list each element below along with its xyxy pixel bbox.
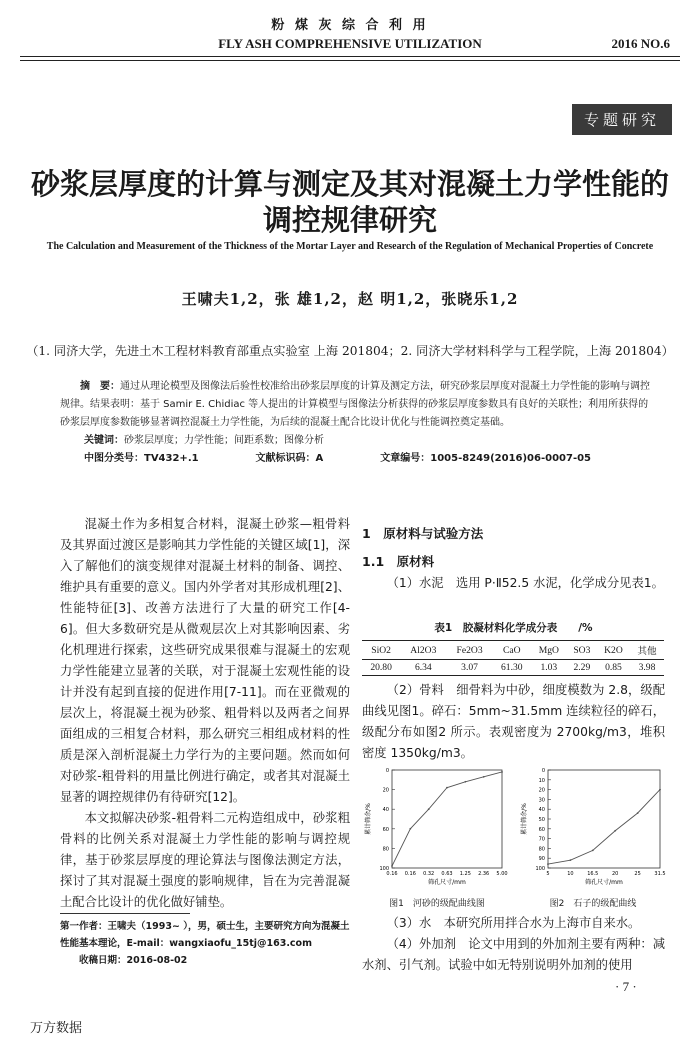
series-line (548, 790, 660, 864)
x-tick-label: 0.16 (386, 871, 398, 877)
x-tick-label: 0.63 (441, 871, 453, 877)
water-paragraph: （3）水 本研究所用拌合水为上海市自来水。 (386, 916, 641, 930)
subsection-heading: 1.1 原材料 (362, 554, 435, 569)
data-point (501, 771, 503, 773)
data-point (659, 789, 661, 791)
authors: 王啸夫1,2，张 雄1,2，赵 明1,2，张晓乐1,2 (181, 290, 519, 308)
journal-issue: 2016 NO.6 (611, 36, 670, 51)
intro-paragraph-1: 混凝土作为多相复合材料，混凝土砂浆—粗骨料及其界面过渡区是影响其力学性能的关键区域[1]，深入了解他们的演变规律对混凝土材料的制备、调控、维护具有重要的意义。国内外学者对其形成机理[2]、性能特征[3]、改善方法进行了大量的研究工作[4-6]。但大多数研究是从微观层次上对其影响因素、劣化机理进行探索，这些研究成果很难与混凝土的宏观力学性能建立显著的关联，对于混凝土宏观性能的设计并没有起到直接的促进作用[7-11]。而在亚微观的层次上，将混凝土视为砂浆、粗骨料以及两者之间界面组成的三相复合材料，那么研究三相组成材料的性质是深入剖析混凝土力学行为的主要问题。然而如何对砂浆-粗骨料的用量比例进行确定，或者其对混凝土显著的调控规律仍有待研究[12]。 (60, 517, 350, 804)
x-tick-label: 0.32 (423, 871, 435, 877)
x-tick-label: 0.16 (404, 871, 416, 877)
header-rule-top (20, 56, 680, 57)
y-tick-label: 100 (379, 866, 389, 872)
y-axis-label: 累计筛余/% (521, 803, 528, 835)
table-header-cell: Al2O3 (400, 641, 446, 660)
y-tick-label: 0 (385, 768, 389, 774)
x-tick-label: 31.5 (654, 871, 666, 877)
abstract (60, 378, 650, 432)
table-value-cell: 1.03 (531, 660, 567, 676)
table-value-cell: 6.34 (400, 660, 446, 676)
y-tick-label: 60 (382, 826, 389, 833)
journal-name-en: FLY ASH COMPREHENSIVE UTILIZATION (218, 36, 482, 51)
x-tick-label: 25 (634, 871, 641, 877)
footnote-author: 第一作者：王啸夫（1993~ ），男，硕士生，主要研究方向为混凝土性能基本理论，E-mail：wangxiaofu_15tj@163.com (60, 921, 350, 949)
keywords (84, 432, 650, 450)
article-value: 1005-8249(2016)06-0007-05 (430, 453, 592, 464)
data-point (614, 830, 616, 832)
admixture-paragraph: （4）外加剂 论文中用到的外加剂主要有两种：减水剂、引气剂。试验中如无特别说明外加剂的使用 (362, 937, 665, 972)
keywords-label: 关键词： (84, 435, 124, 446)
table-header-cell: CaO (493, 641, 531, 660)
intro-column (60, 514, 350, 913)
water-text (362, 913, 665, 934)
data-point (391, 865, 393, 867)
figure-1-chart (362, 764, 510, 890)
x-tick-label: 16.5 (587, 871, 599, 877)
data-point (547, 863, 549, 865)
plot-frame (548, 770, 660, 868)
y-tick-label: 90 (538, 856, 545, 863)
x-tick-label: 5 (546, 871, 550, 877)
column-badge: 专题研究 (572, 104, 672, 135)
aggregate-text (362, 680, 665, 764)
figure-2-caption: 图2 石子的级配曲线 (549, 899, 637, 909)
table-value-cell: 3.07 (446, 660, 492, 676)
footnote-rule (60, 913, 190, 914)
section-heading: 1 原材料与试验方法 (362, 526, 484, 541)
table-value-cell: 2.29 (567, 660, 597, 676)
plot-frame (392, 770, 502, 868)
y-tick-label: 20 (382, 787, 389, 794)
affiliation: （1. 同济大学，先进土木工程材料教育部重点实验室 上海 201804；2. 同济大学材料科学与工程学院，上海 201804） (26, 344, 674, 358)
abstract-text: 通过从理论模型及图像法后验性校准给出砂浆层厚度的计算及测定方法，研究砂浆层厚度对混凝土力学性能的影响与调控规律。结果表明：基于 Samir E. Chidiac 等人提出的计算模型与图像法分析获得的砂浆层厚度参数具有良好的关联性；利用所获得的砂浆层厚度参数能够显著调控混凝土力学性能，为后续的混凝土配合比设计优化与性能调控奠定基础。 (60, 381, 650, 428)
data-point (637, 812, 639, 814)
y-tick-label: 40 (538, 807, 545, 814)
title-line-1: 砂浆层厚度的计算与测定及其对混凝土力学性能的 (30, 167, 669, 201)
data-point (464, 781, 466, 783)
abstract-label: 摘 要： (80, 381, 120, 392)
table-header-cell: 其他 (630, 641, 664, 660)
data-point (592, 849, 594, 851)
doc-value: A (315, 453, 324, 464)
table-header-cell: SO3 (567, 641, 597, 660)
y-tick-label: 10 (538, 777, 545, 784)
footnote (60, 918, 350, 969)
y-tick-label: 40 (382, 807, 389, 814)
table-value-cell: 0.85 (597, 660, 630, 676)
footnote-date: 收稿日期：2016-08-02 (79, 955, 188, 966)
x-tick-label: 1.25 (459, 871, 471, 877)
table-header-cell: SiO2 (362, 641, 400, 660)
figure-2-chart (518, 764, 668, 890)
data-point (483, 776, 485, 778)
cement-text (362, 573, 665, 594)
data-point (570, 859, 572, 861)
table-value-cell: 20.80 (362, 660, 400, 676)
x-tick-label: 20 (612, 871, 619, 877)
journal-name-cn: 粉 煤 灰 综 合 利 用 (271, 18, 429, 33)
data-point (409, 828, 411, 830)
title-line-2: 调控规律研究 (262, 203, 437, 237)
table-header-cell: K2O (597, 641, 630, 660)
x-tick-label: 2.36 (478, 871, 490, 877)
y-tick-label: 20 (538, 787, 545, 794)
intro-paragraph-2: 本文拟解决砂浆-粗骨料二元构造组成中，砂浆粗骨料的比例关系对混凝土力学性能的影响与调控规律，基于砂浆层厚度的理论算法与图像法测定方法，探讨了其对混凝土强度的影响规律，旨在为完善混凝土配合比设计的优化做好铺垫。 (60, 811, 350, 909)
y-tick-label: 0 (541, 768, 545, 774)
table-header-cell: Fe2O3 (446, 641, 492, 660)
table-value-cell: 3.98 (630, 660, 664, 676)
data-point (428, 808, 430, 810)
keywords-text: 砂浆层厚度；力学性能；间距系数；图像分析 (124, 435, 324, 446)
clc-value: TV432+.1 (144, 453, 199, 464)
table-header-row (362, 641, 664, 660)
title-english: The Calculation and Measurement of the Thickness of the Mortar Layer and Research of the Regulation of Mechanical Properties of Concrete (46, 241, 654, 252)
y-tick-label: 100 (535, 866, 545, 872)
y-tick-label: 80 (382, 846, 389, 853)
table-1 (362, 640, 665, 676)
table-caption: 表1 胶凝材料化学成分表 /% (434, 622, 593, 634)
watermark: 万方数据 (30, 1021, 83, 1036)
y-tick-label: 30 (538, 797, 545, 804)
table-header-cell: MgO (531, 641, 567, 660)
data-point (446, 787, 448, 789)
aggregate-paragraph: （2）骨料 细骨料为中砂，细度模数为 2.8，级配曲线见图1。碎石：5mm~31.5mm 连续粒径的碎石，级配分布如图2 所示。表观密度为 2700kg/m3，堆积密度 1350kg/m3。 (362, 683, 665, 760)
y-axis-label: 累计筛余/% (365, 803, 372, 835)
classification (84, 450, 650, 468)
y-tick-label: 60 (538, 826, 545, 833)
y-tick-label: 80 (538, 846, 545, 853)
doc-label: 文献标识码： (255, 453, 316, 464)
x-tick-label: 10 (567, 871, 574, 877)
series-line (392, 772, 502, 866)
x-axis-label: 筛孔尺寸/mm (428, 879, 466, 886)
page-number: · 7 · (615, 979, 637, 994)
x-tick-label: 5.00 (496, 871, 508, 877)
figure-1-caption: 图1 河砂的级配曲线图 (389, 899, 485, 909)
article-label: 文章编号： (380, 453, 431, 464)
clc-label: 中图分类号： (84, 453, 144, 464)
cement-paragraph: （1）水泥 选用 P·Ⅱ52.5 水泥，化学成分见表1。 (386, 576, 664, 590)
header-rule-bottom (20, 60, 680, 61)
admixture-text (362, 934, 665, 976)
table-value-row (362, 660, 664, 676)
x-axis-label: 筛孔尺寸/mm (585, 879, 623, 886)
y-tick-label: 50 (538, 817, 545, 823)
table-value-cell: 61.30 (493, 660, 531, 676)
abstract-block (60, 378, 650, 468)
y-tick-label: 70 (538, 836, 545, 843)
